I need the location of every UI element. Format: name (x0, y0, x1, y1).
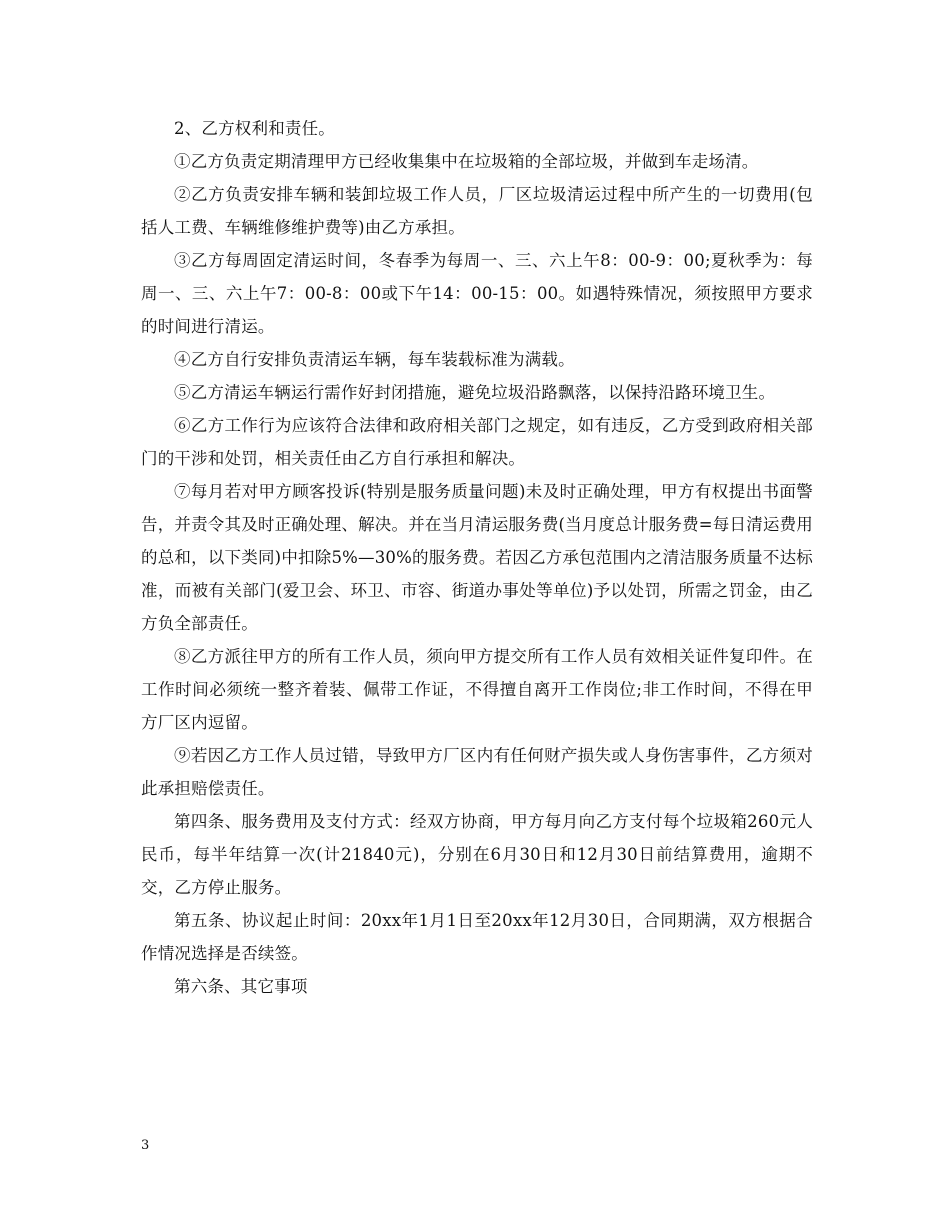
paragraph-item-1: ①乙方负责定期清理甲方已经收集集中在垃圾箱的全部垃圾，并做到车走场清。 (174, 152, 759, 171)
paragraph-item-9: ⑨若因乙方工作人员过错，导致甲方厂区内有任何财产损失或人身伤害事件，乙方须对此承担赔偿责任。 (141, 746, 813, 798)
paragraph-article-5: 第五条、协议起止时间：20xx年1月1日至20xx年12月30日，合同期满，双方根据合作情况选择是否续签。 (141, 911, 813, 963)
paragraph-article-4: 第四条、服务费用及支付方式：经双方协商，甲方每月向乙方支付每个垃圾箱260元人民币，每半年结算一次(计21840元)，分别在6月30日和12月30日前结算费用，逾期不交，乙方停止服务。 (141, 812, 813, 897)
paragraph-item-8: ⑧乙方派往甲方的所有工作人员，须向甲方提交所有工作人员有效相关证件复印件。在工作时间必须统一整齐着装、佩带工作证，不得擅自离开工作岗位;非工作时间，不得在甲方厂区内逗留。 (141, 647, 813, 732)
page-number: 3 (141, 1138, 150, 1153)
paragraph-item-2: ②乙方负责安排车辆和装卸垃圾工作人员，厂区垃圾清运过程中所产生的一切费用(包括人工费、车辆维修维护费等)由乙方承担。 (141, 185, 813, 237)
paragraph-item-4: ④乙方自行安排负责清运车辆，每车装载标准为满载。 (174, 350, 575, 369)
document-body (141, 112, 813, 1003)
paragraph-item-5: ⑤乙方清运车辆运行需作好封闭措施，避免垃圾沿路飘落，以保持沿路环境卫生。 (174, 383, 776, 402)
paragraph-item-6: ⑥乙方工作行为应该符合法律和政府相关部门之规定，如有违反，乙方受到政府相关部门的干涉和处罚，相关责任由乙方自行承担和解决。 (141, 416, 813, 468)
paragraph-section-2-heading: 2、乙方权利和责任。 (174, 119, 335, 138)
paragraph-item-3: ③乙方每周固定清运时间，冬春季为每周一、三、六上午8：00-9：00;夏秋季为：每周一、三、六上午7：00-8：00或下午14：00-15：00。如遇特殊情况，须按照甲方要求的时间进行清运。 (141, 251, 813, 336)
paragraph-article-6: 第六条、其它事项 (174, 977, 308, 996)
paragraph-item-7: ⑦每月若对甲方顾客投诉(特别是服务质量问题)未及时正确处理，甲方有权提出书面警告，并责令其及时正确处理、解决。并在当月清运服务费(当月度总计服务费=每日清运费用的总和，以下类同)中扣除5%—30%的服务费。若因乙方承包范围内之清洁服务质量不达标准，而被有关部门(爱卫会、环卫、市容、街道办事处等单位)予以处罚，所需之罚金，由乙方负全部责任。 (141, 482, 813, 633)
